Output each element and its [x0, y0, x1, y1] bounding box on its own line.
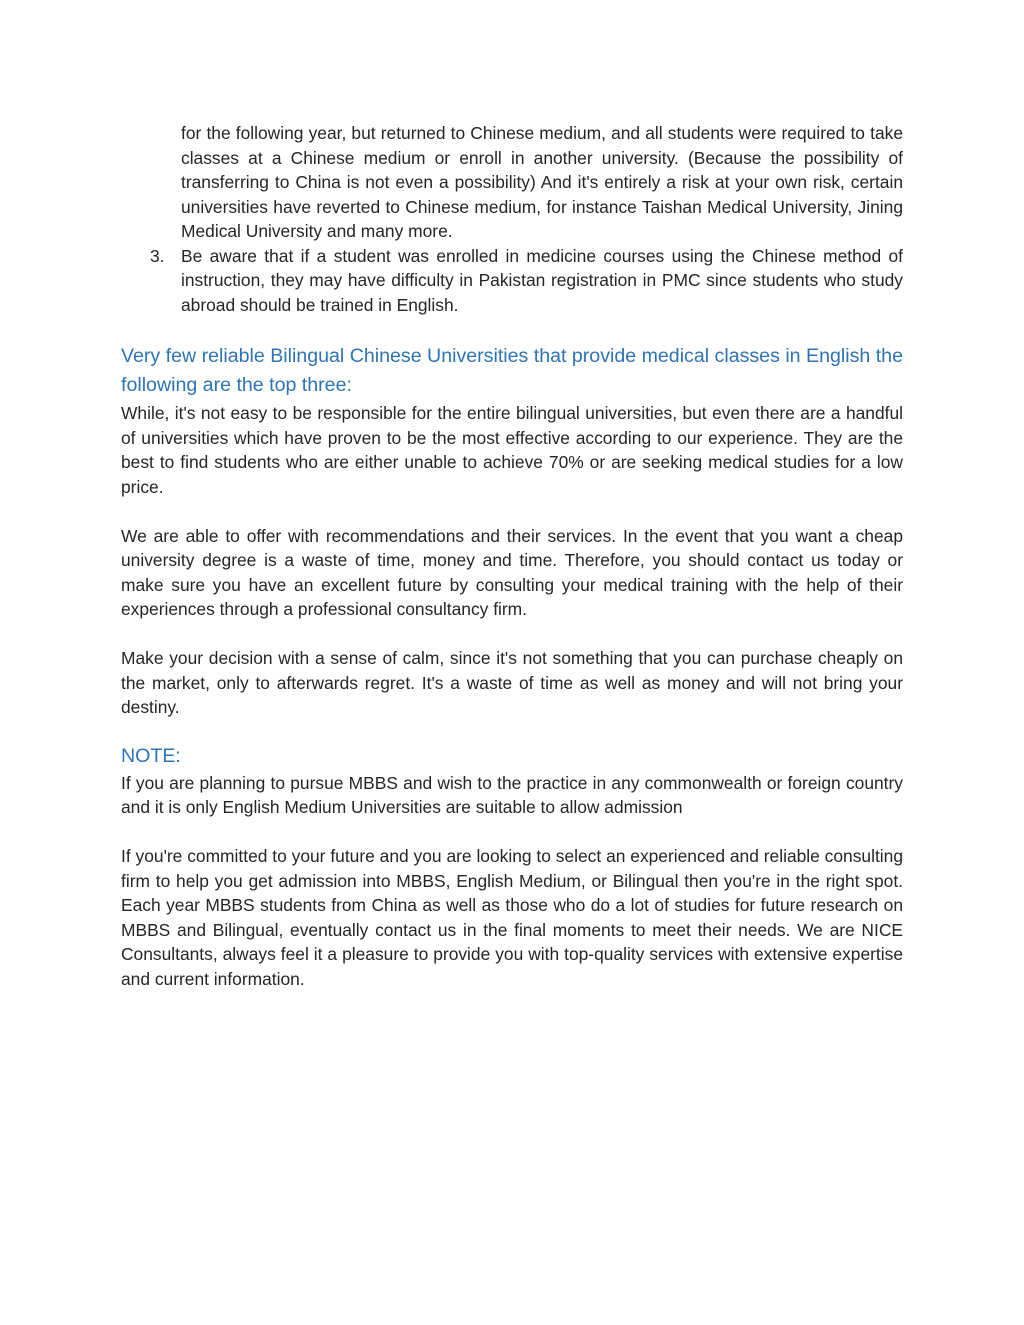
list-item-text: Be aware that if a student was enrolled in medicine courses using the Chinese method of instruction, they may have difficulty in Pakistan registration in PMC since students who study abroad should be trained in English.: [181, 245, 903, 315]
section-heading-note: NOTE:: [121, 744, 181, 767]
paragraph: We are able to offer with recommendations and their services. In the event that you want a cheap university degree is a waste of time, money and time. Therefore, you should contact us today or make sure you have an excellent future by consulting your medical training with the help of their experiences through a professional consultancy firm.: [121, 525, 903, 619]
list-item-number: 3.: [150, 245, 165, 266]
list-item-2-continuation: for the following year, but returned to Chinese medium, and all students were required to take classes at a Chinese medium or enroll in another university. (Because the possibility of transferring to China is not even a possibility) And it's entirely a risk at your own risk, certain universities have reverted to Chinese medium, for instance Taishan Medical University, Jining Medical University and many more.: [181, 123, 903, 241]
paragraph-gap: [121, 499, 903, 524]
paragraph: Make your decision with a sense of calm, since it's not something that you can purchase cheaply on the market, only to afterwards regret. It's a waste of time as well as money and will not bring your destiny.: [121, 648, 903, 717]
document-page: [121, 121, 903, 991]
paragraph: While, it's not easy to be responsible for the entire bilingual universities, but even there are a handful of universities which have proven to be the most effective according to our experience. They are the best to find students who are either unable to achieve 70% or are seeking medical studies for a low price.: [121, 403, 903, 497]
list-item-3: [121, 244, 903, 318]
paragraph: If you are planning to pursue MBBS and wish to the practice in any commonwealth or foreign country and it is only English Medium Universities are suitable to allow admission: [121, 772, 903, 817]
paragraph-gap: [121, 622, 903, 647]
paragraph: If you're committed to your future and you are looking to select an experienced and reliable consulting firm to help you get admission into MBBS, English Medium, or Bilingual then you're in the right spot. Each year MBBS students from China as well as those who do a lot of studies for future research on MBBS and Bilingual, eventually contact us in the final moments to meet their needs. We are NICE Consultants, always feel it a pleasure to provide you with top-quality services with extensive expertise and current information.: [121, 846, 903, 989]
numbered-list: [121, 121, 903, 317]
paragraph-gap: [121, 820, 903, 845]
section-heading-bilingual: Very few reliable Bilingual Chinese Universities that provide medical classes in English the following are the top three:: [121, 345, 903, 396]
